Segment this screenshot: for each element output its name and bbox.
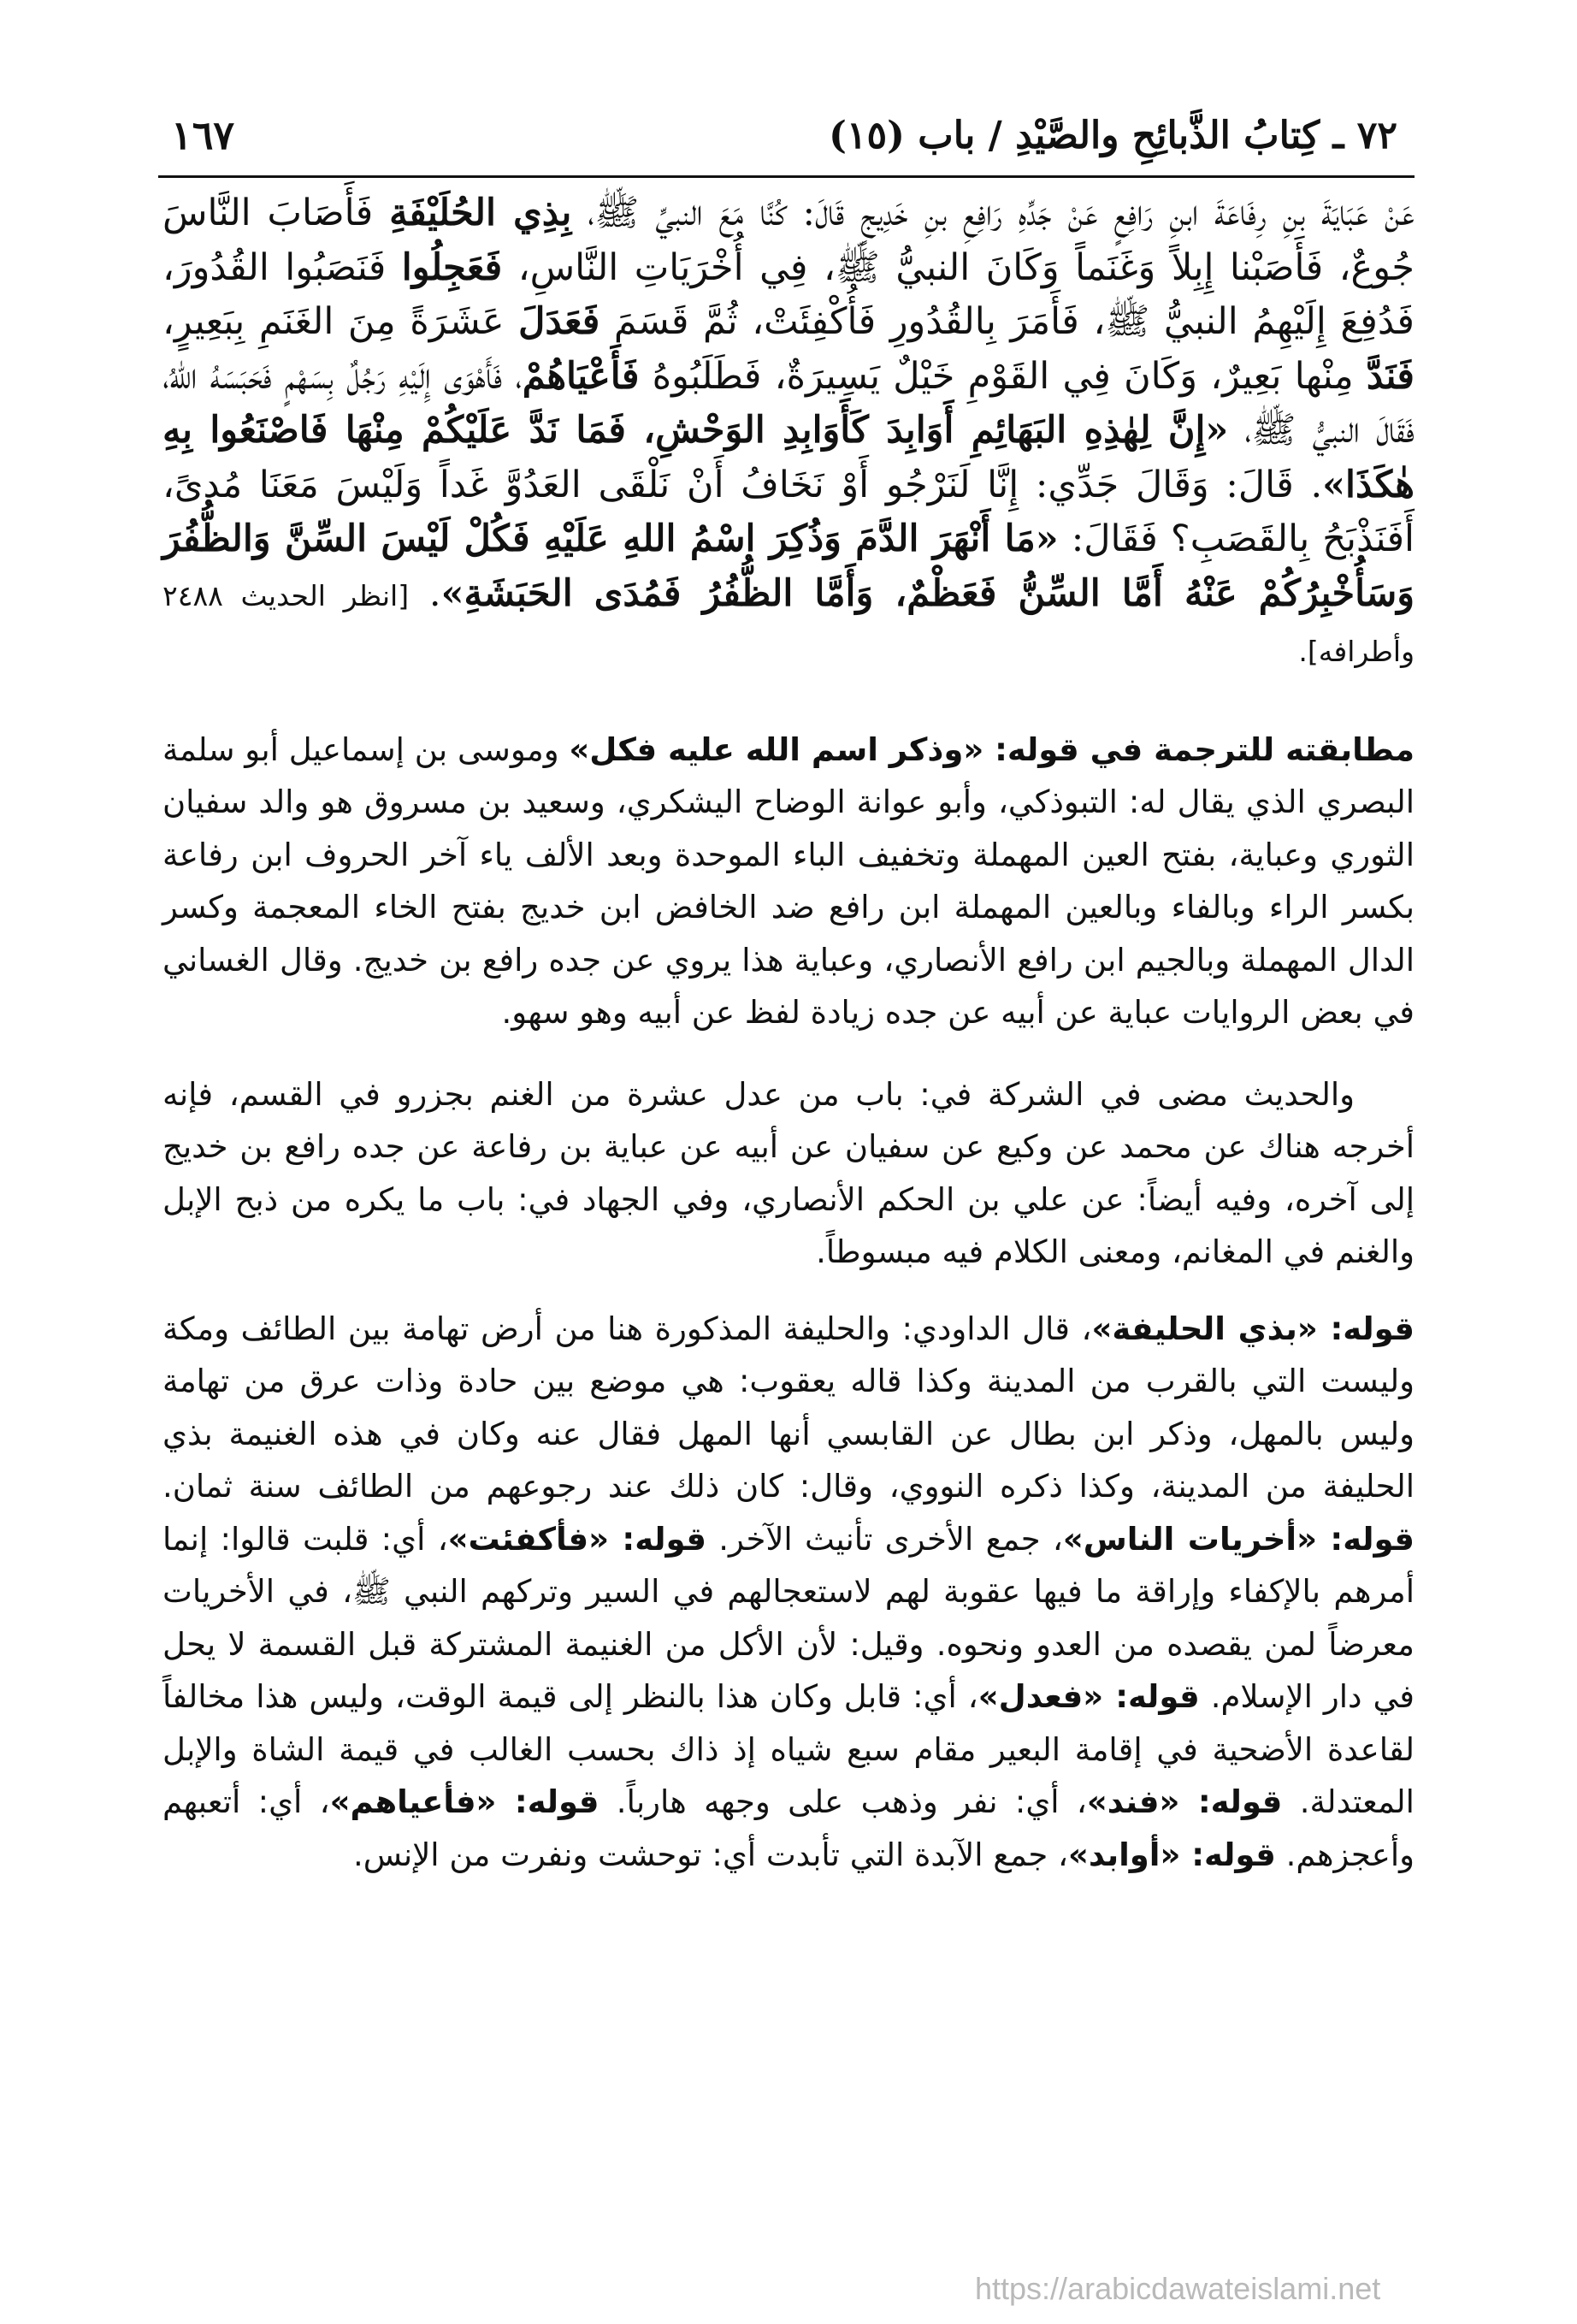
running-title: ٧٢ ـ كِتابُ الذَّبائِحِ والصَّيْدِ / باب (١٥) — [829, 113, 1397, 157]
hadith-segment: فَأَصَابَ النَّاسَ جُوعٌ، فَأَصَبْنا إِبِلاً وَغَنَماً وَكَانَ النبيُّ ﷺ، فِي أُخْرَيَاتِ النَّاسِ، — [162, 192, 1415, 289]
quoted-term: قوله: «أخريات الناس» — [1062, 1520, 1415, 1558]
paragraph-text: وموسى بن إسماعيل أبو سلمة البصري الذي يقال له: التبوذكي، وأبو عوانة الوضاح اليشكري، وسعيد بن مسروق هو والد سفيان الثوري وعباية، بفتح العين المهملة وتخفيف الباء الموحدة وبعد الألف ياء آخر الحروف ابن رفاعة بكسر الراء وبالفاء وبالعين المهملة ابن رافع ضد الخافض ابن خديج بفتح الخاء المعجمة وكسر الدال المهملة وبالجيم ابن رافع الأنصاري، وعباية هذا يروي عن جده رافع بن خديج. وقال الغساني في بعض الروايات عباية عن أبيه عن جده زيادة لفظ عن أبيه وهو سهو. — [162, 730, 1415, 1031]
quoted-term: قوله: «بذي الحليفة» — [1091, 1310, 1415, 1347]
commentary-paragraph — [162, 1303, 1415, 1882]
header-divider — [158, 175, 1415, 178]
page-body — [162, 186, 1415, 1881]
quoted-term: قوله: «فعدل» — [978, 1678, 1200, 1715]
hadith-text — [162, 186, 1415, 679]
hadith-segment: عَنْ عَبَايَةَ بنِ رِفَاعَةَ ابنِ رَافِعٍ عَنْ جَدِّهِ رَافِعِ بنِ خَدِيجٍ قَالَ: كُنَّا مَعَ النبيِّ ﷺ، — [571, 192, 1415, 234]
hadith-keyword: فَأَعْيَاهُمْ — [522, 354, 640, 398]
hadith-keyword: فَعَدَلَ — [518, 300, 600, 343]
hadith-segment: . — [409, 571, 441, 615]
hadith-keyword: فَعَجِلُوا — [401, 245, 503, 289]
prophetic-saying: «مَا أَنْهَرَ الدَّمَ وَذُكِرَ اسْمُ اللهِ عَلَيْهِ فَكُلْ لَيْسَ السِّنَّ وَالظُّفُرَ وَسَأُخْبِرُكُمْ عَنْهُ أَمَّا السِّنُّ فَعَظْمٌ، وَأَمَّا الظُّفُرُ فَمُدَى الحَبَشَةِ» — [162, 517, 1415, 615]
paragraph-text: ، أي: قلبت قالوا: إنما أمرهم بالإكفاء وإراقة ما فيها عقوبة لهم لاستعجالهم في السير وتركهم النبي ﷺ، في الأخريات معرضاً لمن يقصده من العدو ونحوه. وقيل: لأن الأكل من الغنيمة المشتركة قبل القسمة لا يحل في دار الإسلام. — [162, 1520, 1415, 1715]
paragraph-text: ، قال الداودي: والحليفة المذكورة هنا من أرض تهامة بين الطائف ومكة وليست التي بالقرب من المدينة وكذا قاله يعقوب: هي موضع بين حادة وذات عرق من تهامة وليس بالمهل، وذكر ابن بطال عن القابسي أنها المهل فقال عنه وكان في هذه الغنيمة بذي الحليفة من المدينة، وكذا ذكره النووي، وقال: كان ذلك عند رجوعهم من الطائف سنة ثمان. — [162, 1310, 1415, 1505]
hadith-keyword: فَنَدَّ — [1366, 354, 1415, 398]
paragraph-text: ، أي: قابل وكان هذا بالنظر إلى قيمة الوقت، وليس هذا مخالفاً لقاعدة الأضحية في إقامة البعير مقام سبع شياه إذ ذاك بحسب الغالب في قيمة الشاة والإبل المعتدلة. — [162, 1678, 1415, 1820]
quoted-term: قوله: «فند» — [1086, 1783, 1283, 1820]
paragraph-text: ، جمع الأخرى تأنيث الآخر. — [706, 1520, 1063, 1558]
site-watermark: https://arabicdawateislami.net — [975, 2271, 1381, 2306]
page-header — [171, 101, 1397, 169]
quoted-term: قوله: «أوابد» — [1067, 1836, 1276, 1873]
paragraph-text: ، أي: نفر وذهب على وجهه هارباً. — [599, 1783, 1087, 1820]
page-number: ١٦٧ — [171, 112, 235, 158]
paragraph-text: ، جمع الآبدة التي تأبدت أي: توحشت ونفرت من الإنس. — [352, 1836, 1068, 1873]
hadith-segment: عَشَرَةً مِنَ الغَنَمِ بِبَعِيرٍ، — [162, 300, 519, 343]
hadith-segment: ، فَأَهْوَى إِلَيْهِ رَجُلٌ بِسَهْمٍ فَحَبَسَهُ اللهُ، فَقَالَ النبيُّ ﷺ، — [162, 354, 1415, 452]
commentary-paragraph — [162, 1068, 1415, 1279]
chapter-correspondence: مطابقته للترجمة في قوله: «وذكر اسم الله عليه فكل» — [569, 730, 1415, 768]
hadith-segment: مِنْها بَعِيرٌ، وَكَانَ فِي القَوْمِ خَيْلٌ يَسِيرَةٌ، فَطَلَبُوهُ — [639, 354, 1367, 398]
quoted-term: قوله: «فأعياهم» — [329, 1783, 599, 1820]
hadith-keyword: بِذِي الحُلَيْفَةِ — [389, 192, 572, 234]
hadith-segment: . قَالَ: وَقَالَ جَدِّي: إِنَّا لَنَرْجُو أَوْ نَخَافُ أَنْ نَلْقَى العَدُوَّ غَداً وَلَيْسَ مَعَنَا مُدىً، أَفَنَذْبَحُ بِالقَصَبِ؟ فَقَالَ: — [162, 463, 1415, 560]
prophetic-saying: «إِنَّ لِهٰذِهِ البَهَائِمِ أَوَابِدَ كَأَوَابِدِ الوَحْشِ، فَمَا نَدَّ عَلَيْكُمْ مِنْهَا فَاصْنَعُوا بِهِ هٰكَذَا» — [162, 409, 1415, 506]
paragraph-text: ، أي: أتعبهم وأعجزهم. — [162, 1783, 1415, 1873]
hadith-segment: فَنَصَبُوا القُدُورَ، فَدُفِعَ إِلَيْهِمُ النبيُّ ﷺ، فَأَمَرَ بِالقُدُورِ فَأُكْفِئَتْ، ثُمَّ قَسَمَ — [162, 245, 1415, 343]
cross-reference: [انظر الحديث ٢٤٨٨ وأطرافه]. — [162, 578, 1415, 668]
commentary-paragraph — [162, 724, 1415, 1039]
quoted-term: قوله: «فأكفئت» — [447, 1520, 706, 1558]
paragraph-text: والحديث مضى في الشركة في: باب من عدل عشرة من الغنم بجزرو في القسم، فإنه أخرجه هناك عن محمد عن وكيع عن سفيان عن أبيه عن عباية بن رفاعة عن جده رافع بن خديج إلى آخره، وفيه أيضاً: عن علي بن الحكم الأنصاري، وفي الجهاد في: باب ما يكره من ذبح الإبل والغنم في المغانم، ومعنى الكلام فيه مبسوطاً. — [162, 1075, 1415, 1270]
